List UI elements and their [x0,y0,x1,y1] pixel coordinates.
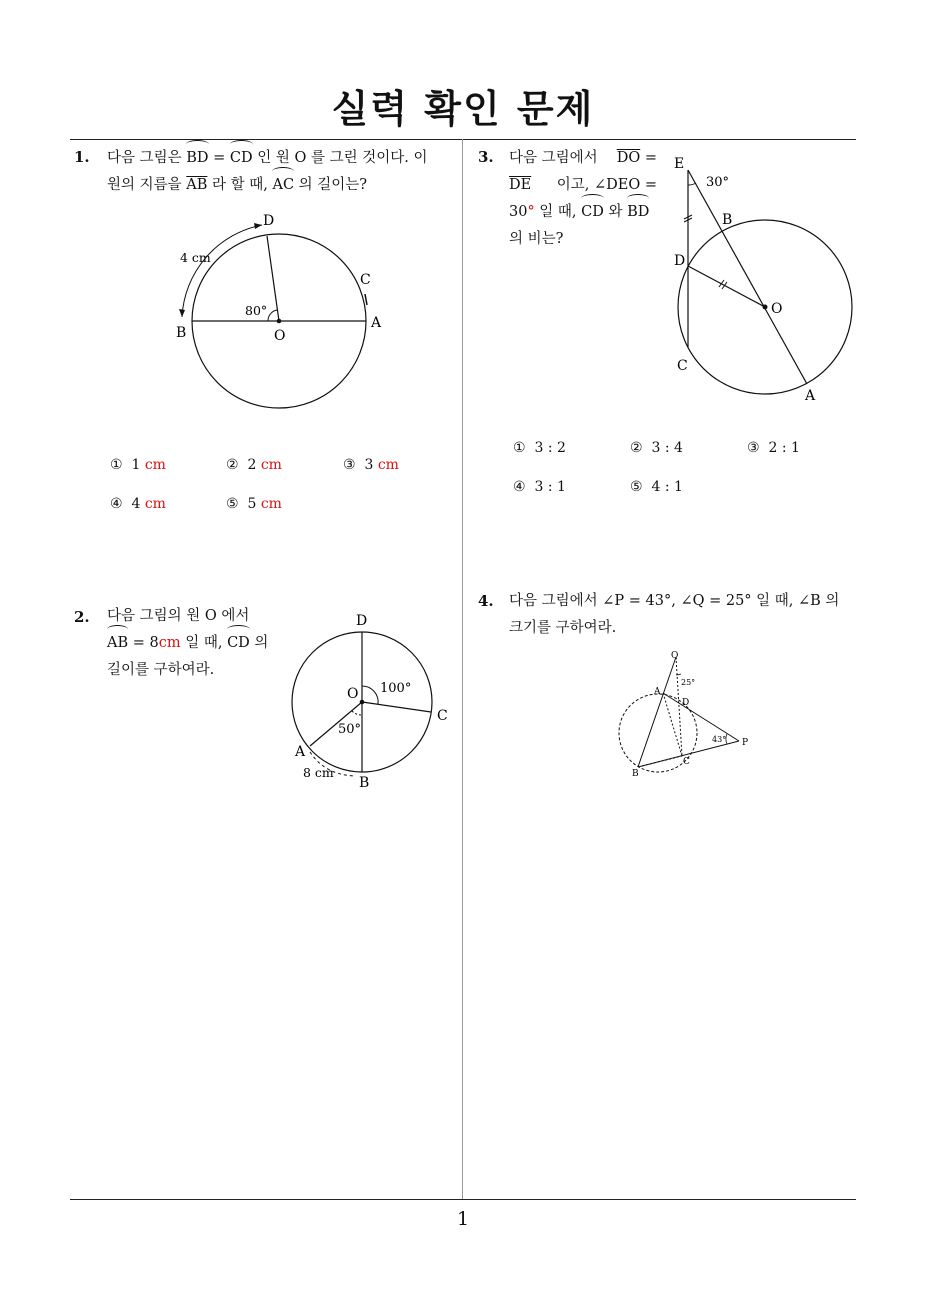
q3-figure [665,150,860,405]
label-b: B [632,769,639,779]
label-p: P [742,738,749,748]
label-c: C [683,757,690,767]
length-label: 4 cm [180,250,211,265]
q2-number: 2. [74,608,90,626]
label-a: A [805,388,816,404]
q4-text: 다음 그림에서 ∠P = 43°, ∠Q = 25° 일 때, ∠B 의 크기를 구하여라. [509,593,840,636]
angle-label: 80° [245,303,268,318]
q1-text: 다음 그림은 BD = CD 인 원 O 를 그린 것이다. 이 원의 지름을 $\overline{AB}$ 라 할 때, AC 의 길이는? [107,145,457,199]
length-label: 8 cm [303,765,334,780]
q2-text: 다음 그림의 원 O 에서 AB = 8cm 일 때, CD 의 길이를 구하여라. [107,608,269,678]
label-a: A [295,744,306,760]
label-e: E [674,156,685,172]
q1-choice-5[interactable]: ⑤ 5 cm [226,496,282,512]
q3-choice-1[interactable]: ① 3 : 2 [513,440,566,456]
q3-choice-5[interactable]: ⑤ 4 : 1 [630,479,683,495]
label-c: C [437,708,448,724]
label-b: B [359,775,370,791]
q1-choice-3[interactable]: ③ 3 cm [343,457,399,473]
q1-figure [165,205,405,420]
label-b: B [722,212,733,228]
label-d: D [263,213,275,229]
q4-number: 4. [478,592,494,610]
q3-choice-4[interactable]: ④ 3 : 1 [513,479,566,495]
label-d: D [682,698,690,708]
label-c: C [677,358,688,374]
q2-figure [285,608,460,793]
label-o: O [347,686,359,702]
angle-p: 43° [712,735,727,744]
q1-number: 1. [74,148,90,166]
q3-text: 다음 그림에서 $\overline{DO}$ = $\overline{DE}$ 이고, ∠DEO = 30° 일 때, CD 와 BD 의 비는? [509,150,657,247]
label-q: Q [671,651,679,661]
bottom-rule [70,1199,856,1200]
label-o: O [274,328,286,344]
label-o: O [771,301,783,317]
q3-choice-2[interactable]: ② 3 : 4 [630,440,683,456]
angle-label: 30° [706,175,730,190]
q1-choice-2[interactable]: ② 2 cm [226,457,282,473]
q3-choice-3[interactable]: ③ 2 : 1 [747,440,800,456]
label-d: D [356,613,368,629]
label-c: C [360,272,371,288]
column-divider [462,139,463,1200]
page-title: 실력 확인 문제 [331,87,595,131]
label-a: A [371,315,382,331]
angle-q: 25° [681,678,696,687]
q4-figure [610,645,760,780]
label-a: A [654,687,661,697]
q1-choice-1[interactable]: ① 1 cm [110,457,166,473]
angle-100: 100° [380,681,412,696]
page-number: 1 [456,1208,470,1230]
angle-50: 50° [338,722,362,737]
label-b: B [176,325,187,341]
q1-choice-4[interactable]: ④ 4 cm [110,496,166,512]
top-rule [70,139,856,140]
label-d: D [674,253,686,269]
q3-number: 3. [478,148,494,166]
